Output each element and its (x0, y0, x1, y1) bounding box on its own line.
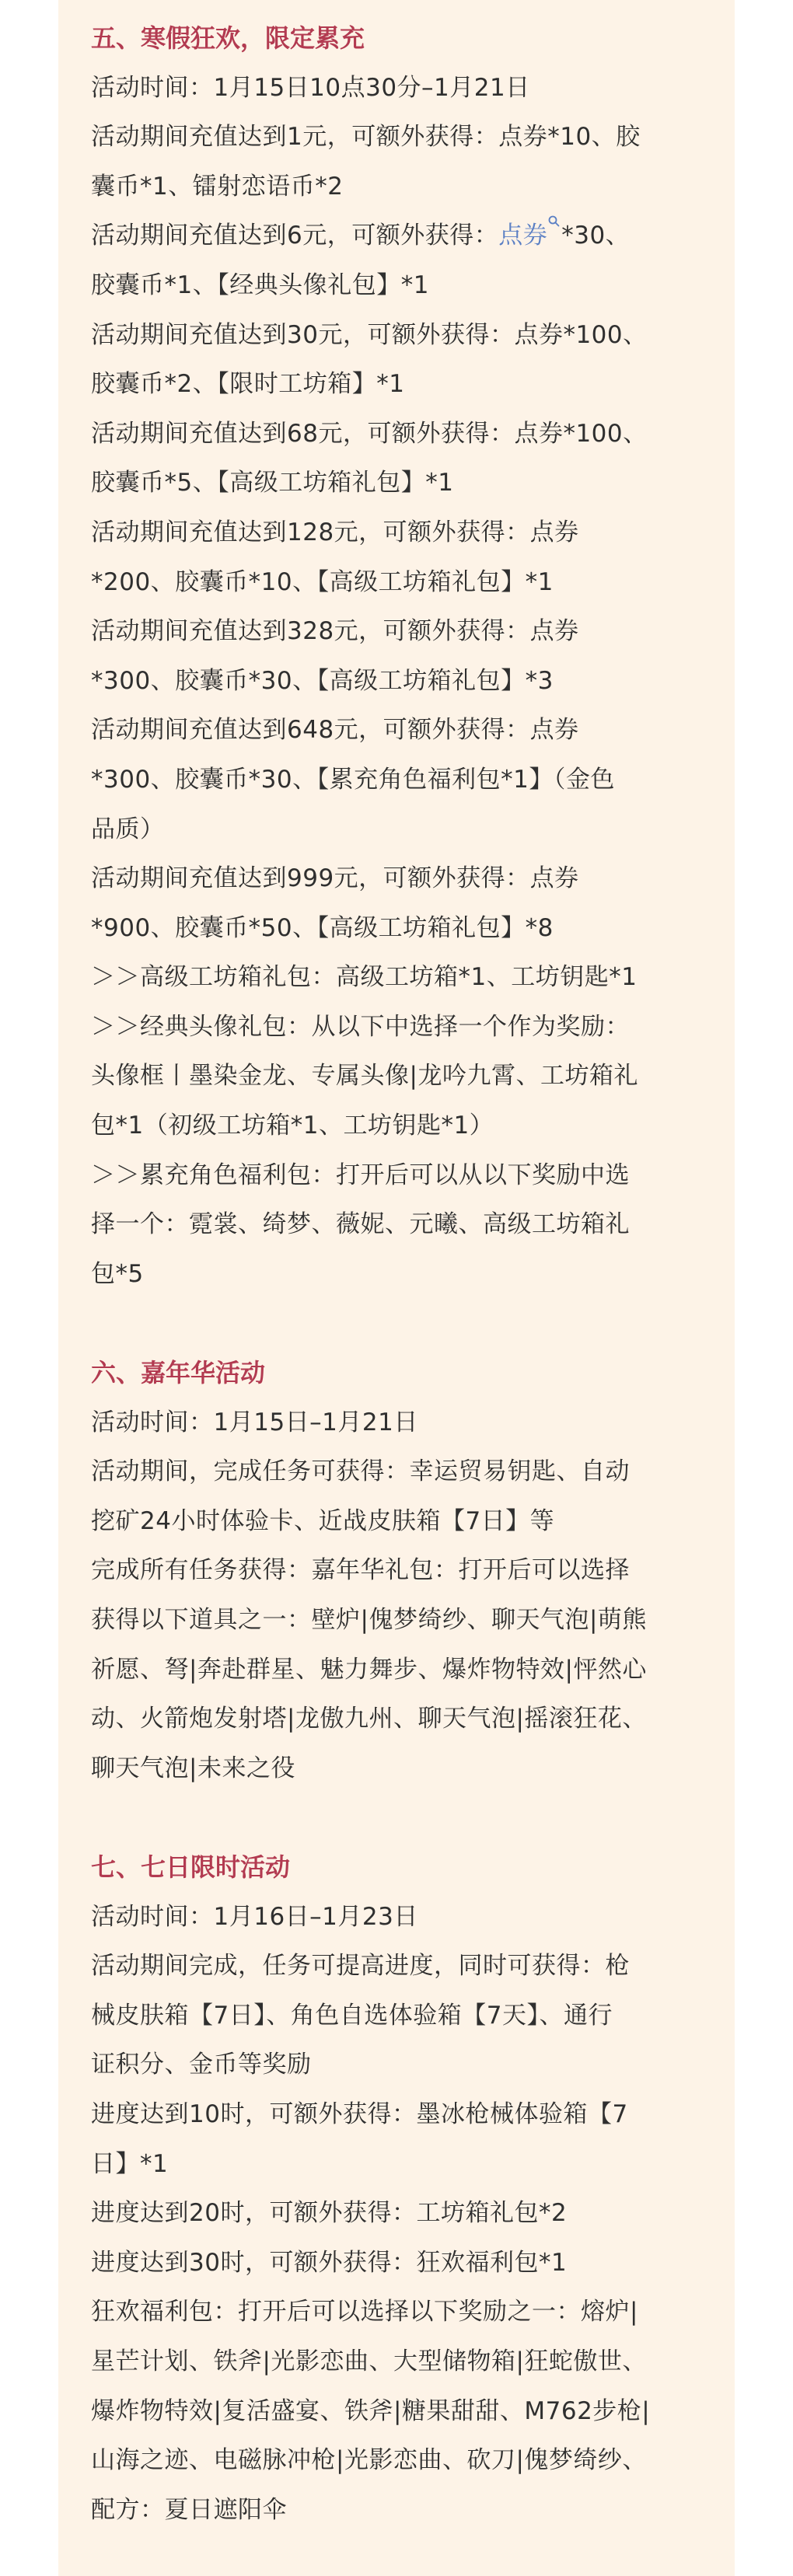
text-line: 祈愿、弩|奔赴群星、魅力舞步、爆炸物特效|怦然心 (91, 1655, 647, 1684)
text-line: ＞＞高级工坊箱礼包：高级工坊箱*1、工坊钥匙*1 (91, 963, 638, 992)
text-line: 聊天气泡|未来之役 (91, 1754, 295, 1782)
text-line: 星芒计划、铁斧|光影恋曲、大型储物箱|狂蛇傲世、 (91, 2347, 647, 2375)
text-line: 进度达到10时，可额外获得：墨冰枪械体验箱【7 (91, 2100, 628, 2128)
text-line: 囊币*1、镭射恋语币*2 (91, 172, 344, 201)
text-line: 狂欢福利包：打开后可以选择以下奖励之一：熔炉| (91, 2298, 638, 2326)
text-line: 进度达到20时，可额外获得：工坊箱礼包*2 (91, 2199, 568, 2228)
text-line: *900、胶囊币*50、【高级工坊箱礼包】*8 (91, 913, 554, 942)
text-line: 完成所有任务获得：嘉年华礼包：打开后可以选择 (91, 1556, 630, 1585)
text-line: 活动期间充值达到128元，可额外获得：点券 (91, 518, 579, 546)
article-content (91, 14, 713, 2535)
text-line: 证积分、金币等奖励 (91, 2051, 312, 2079)
text-line: *300、胶囊币*30、【累充角色福利包*1】（金色 (91, 765, 615, 794)
text-line: 械皮肤箱【7日】、角色自选体验箱【7天】、通行 (91, 2001, 613, 2030)
text-line: 活动时间：1月15日–1月21日 (91, 1408, 418, 1436)
text-line: *200、胶囊币*10、【高级工坊箱礼包】*1 (91, 567, 554, 596)
text-line: 挖矿24小时体验卡、近战皮肤箱【7日】等 (91, 1506, 555, 1535)
text-line: 活动期间，完成任务可获得：幸运贸易钥匙、自动 (91, 1457, 630, 1486)
text-line: 活动期间充值达到999元，可额外获得：点券 (91, 864, 579, 893)
section-spacer (91, 1793, 713, 1843)
text-line: 活动期间充值达到68元，可额外获得：点券*100、 (91, 419, 648, 448)
keyword-link[interactable]: 点券 (498, 222, 548, 250)
text-line: 胶囊币*1、【经典头像礼包】*1 (91, 271, 429, 299)
text-line: 活动时间：1月15日10点30分–1月21日 (91, 73, 530, 102)
text-line: 动、火箭炮发射塔|龙傲九州、聊天气泡|摇滚狂花、 (91, 1705, 647, 1733)
text-line: 进度达到30时，可额外获得：狂欢福利包*1 (91, 2248, 568, 2277)
section-spacer (91, 1299, 713, 1349)
text-line: 山海之迹、电磁脉冲枪|光影恋曲、砍刀|傀梦绮纱、 (91, 2446, 647, 2475)
text-line: 胶囊币*5、【高级工坊箱礼包】*1 (91, 469, 454, 497)
text-line: *300、胶囊币*30、【高级工坊箱礼包】*3 (91, 666, 554, 695)
text-line: 头像框丨墨染金龙、专属头像|龙吟九霄、工坊箱礼 (91, 1062, 638, 1091)
text-segment: 活动期间充值达到6元，可额外获得： (91, 222, 499, 250)
text-line: 胶囊币*2、【限时工坊箱】*1 (91, 370, 405, 399)
section-heading: 六、嘉年华活动 (91, 1358, 266, 1388)
text-line: ＞＞累充角色福利包：打开后可以从以下奖励中选 (91, 1161, 630, 1189)
text-line: 日】*1 (91, 2149, 169, 2178)
text-line: 活动时间：1月16日–1月23日 (91, 1902, 418, 1931)
search-icon[interactable] (547, 215, 561, 229)
text-line: 包*1（初级工坊箱*1、工坊钥匙*1） (91, 1112, 494, 1140)
text-line: 包*5 (91, 1259, 144, 1288)
text-line: 配方：夏日遮阳伞 (91, 2495, 287, 2524)
text-line: 爆炸物特效|复活盛宴、铁斧|糖果甜甜、M762步枪| (91, 2396, 651, 2425)
text-line: 品质） (91, 815, 165, 843)
text-line: 获得以下道具之一：壁炉|傀梦绮纱、聊天气泡|萌熊 (91, 1606, 647, 1634)
text-line: 活动期间充值达到30元，可额外获得：点券*100、 (91, 320, 648, 349)
text-line: 活动期间完成，任务可提高进度，同时可获得：枪 (91, 1952, 630, 1981)
text-line: 活动期间充值达到1元，可额外获得：点券*10、胶 (91, 123, 641, 152)
text-line: ＞＞经典头像礼包：从以下中选择一个作为奖励： (91, 1012, 630, 1041)
text-line: 活动期间充值达到328元，可额外获得：点券 (91, 617, 579, 646)
section-heading: 五、寒假狂欢，限定累充 (91, 23, 365, 53)
text-line-with-link (91, 211, 713, 261)
text-line: 活动期间充值达到648元，可额外获得：点券 (91, 716, 579, 745)
section-heading: 七、七日限时活动 (91, 1852, 291, 1882)
text-line: 择一个：霓裳、绮梦、薇妮、元曦、高级工坊箱礼 (91, 1210, 630, 1239)
text-segment: *30、 (561, 222, 631, 250)
article-page (58, 0, 735, 2576)
